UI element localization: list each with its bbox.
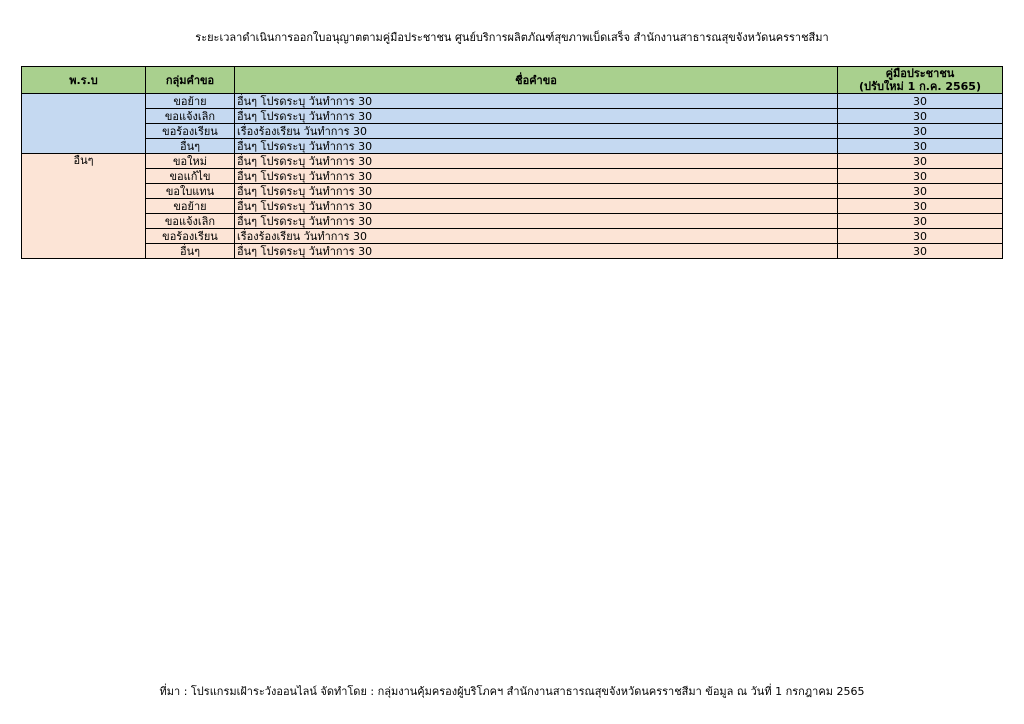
table-row	[22, 169, 1003, 184]
request-name-cell: อื่นๆ โปรดระบุ วันทำการ 30	[235, 109, 838, 124]
table-row	[22, 94, 1003, 109]
request-group-cell: ขอย้าย	[146, 199, 235, 214]
header-request-group: กลุ่มคำขอ	[146, 67, 235, 94]
manual-days-cell: 30	[838, 169, 1003, 184]
request-name-cell: อื่นๆ โปรดระบุ วันทำการ 30	[235, 214, 838, 229]
request-group-cell: อื่นๆ	[146, 139, 235, 154]
manual-days-cell: 30	[838, 184, 1003, 199]
manual-days-cell: 30	[838, 199, 1003, 214]
table-row	[22, 229, 1003, 244]
request-group-cell: ขอย้าย	[146, 94, 235, 109]
request-name-cell: อื่นๆ โปรดระบุ วันทำการ 30	[235, 154, 838, 169]
table-row	[22, 184, 1003, 199]
request-name-cell: อื่นๆ โปรดระบุ วันทำการ 30	[235, 169, 838, 184]
header-act: พ.ร.บ	[22, 67, 146, 94]
manual-days-cell: 30	[838, 154, 1003, 169]
act-cell	[22, 94, 146, 154]
header-manual-line2: (ปรับใหม่ 1 ก.ค. 2565)	[838, 80, 1003, 94]
table-row	[22, 154, 1003, 169]
request-group-cell: ขอใหม่	[146, 154, 235, 169]
request-group-cell: ขอแจ้งเลิก	[146, 214, 235, 229]
table-row	[22, 139, 1003, 154]
manual-days-cell: 30	[838, 124, 1003, 139]
request-group-cell: ขอแก้ไข	[146, 169, 235, 184]
table-row	[22, 214, 1003, 229]
header-manual-line1: คู่มือประชาชน	[838, 67, 1003, 81]
request-group-cell: อื่นๆ	[146, 244, 235, 259]
footer-source: ที่มา : โปรแกรมเฝ้าระวังออนไลน์ จัดทำโดย : กลุ่มงานคุ้มครองผู้บริโภคฯ สำนักงานสาธารณสุขจังหวัดนครราชสีมา ข้อมูล ณ วันที่ 1 กรกฎาคม 2565	[159, 685, 865, 698]
request-name-cell: อื่นๆ โปรดระบุ วันทำการ 30	[235, 199, 838, 214]
header-request-name: ชื่อคำขอ	[235, 67, 838, 94]
request-name-cell: อื่นๆ โปรดระบุ วันทำการ 30	[235, 184, 838, 199]
manual-days-cell: 30	[838, 139, 1003, 154]
request-group-cell: ขอแจ้งเลิก	[146, 109, 235, 124]
permit-duration-table	[21, 66, 1003, 259]
request-group-cell: ขอร้องเรียน	[146, 124, 235, 139]
manual-days-cell: 30	[838, 229, 1003, 244]
table-row	[22, 109, 1003, 124]
request-group-cell: ขอร้องเรียน	[146, 229, 235, 244]
act-cell: อื่นๆ	[22, 154, 146, 259]
page-title: ระยะเวลาดำเนินการออกใบอนุญาตตามคู่มือประชาชน ศูนย์บริการผลิตภัณฑ์สุขภาพเบ็ดเสร็จ สำนักงานสาธารณสุขจังหวัดนครราชสีมา	[195, 31, 829, 44]
request-name-cell: เรื่องร้องเรียน วันทำการ 30	[235, 124, 838, 139]
manual-days-cell: 30	[838, 94, 1003, 109]
request-name-cell: เรื่องร้องเรียน วันทำการ 30	[235, 229, 838, 244]
request-name-cell: อื่นๆ โปรดระบุ วันทำการ 30	[235, 139, 838, 154]
manual-days-cell: 30	[838, 109, 1003, 124]
table-row	[22, 199, 1003, 214]
manual-days-cell: 30	[838, 214, 1003, 229]
table-body	[22, 94, 1003, 259]
request-group-cell: ขอใบแทน	[146, 184, 235, 199]
request-name-cell: อื่นๆ โปรดระบุ วันทำการ 30	[235, 244, 838, 259]
manual-days-cell: 30	[838, 244, 1003, 259]
request-name-cell: อื่นๆ โปรดระบุ วันทำการ 30	[235, 94, 838, 109]
table-row	[22, 124, 1003, 139]
table-row	[22, 244, 1003, 259]
